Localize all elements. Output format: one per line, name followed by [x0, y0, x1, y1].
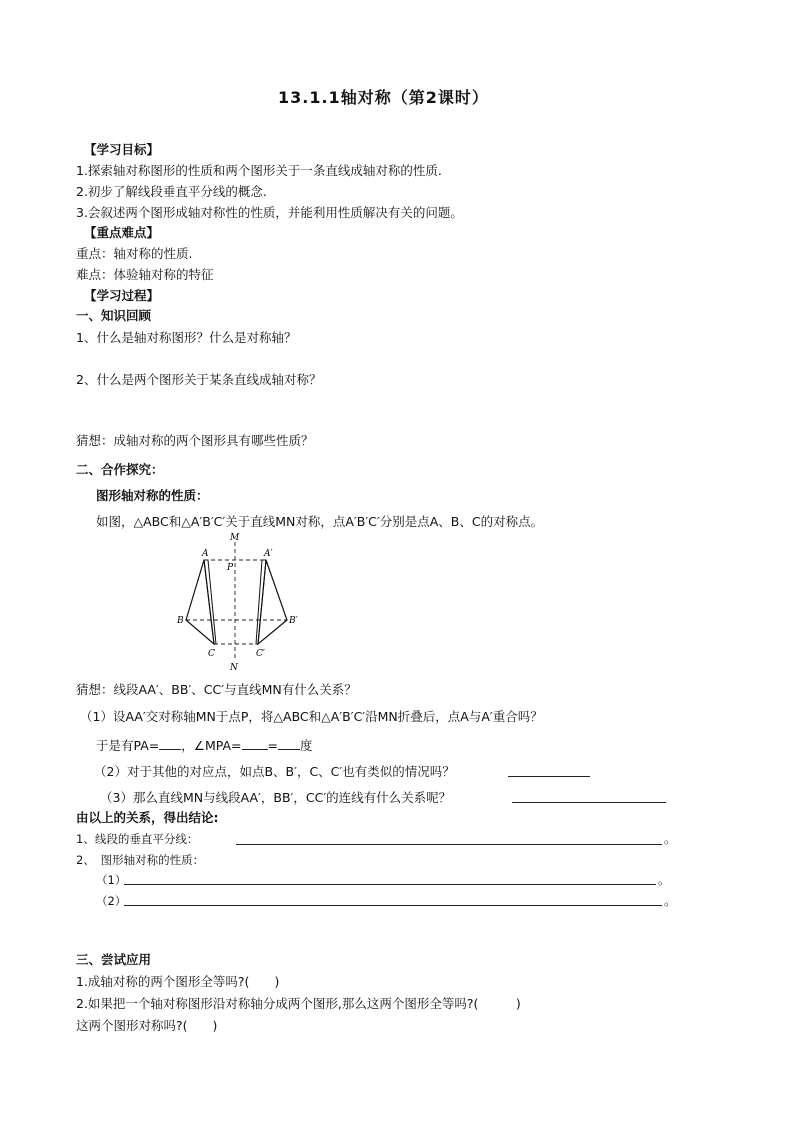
- answer-line-c2-1[interactable]: [124, 884, 656, 885]
- label-n: N: [230, 663, 238, 673]
- conclusion-2-label: 2、 图形轴对称的性质：: [76, 853, 205, 867]
- review-question-2: 2、什么是两个图形关于某条直线成轴对称？: [76, 372, 322, 387]
- label-b: B: [177, 616, 184, 626]
- explore-question-2: （2）对于其他的对应点，如点B、B′，C、C′也有类似的情况吗？: [94, 764, 455, 779]
- conclusion-2-2-label: （2）: [96, 894, 127, 908]
- difficulty-text: 难点：体验轴对称的特征: [76, 267, 214, 282]
- conclusion-2-2-end: 。: [664, 893, 677, 908]
- explore-question-1b: [96, 737, 313, 754]
- process-heading: 【学习过程】: [84, 288, 160, 303]
- label-p: P: [227, 563, 234, 573]
- key-points-heading: 【重点难点】: [84, 225, 160, 240]
- explore-heading: 二、合作探究：: [76, 462, 164, 477]
- angle-answer-blank-2[interactable]: [278, 737, 300, 750]
- guess-2-text: 猜想：线段AA′、BB′、CC′与直线MN有什么关系？: [76, 682, 357, 697]
- apply-heading: 三、尝试应用: [76, 952, 152, 967]
- degree-label: 度: [300, 738, 313, 753]
- label-a: A: [202, 549, 209, 559]
- conclusion-1-end: 。: [664, 831, 677, 846]
- label-c: C: [208, 649, 215, 659]
- explore-question-3: （3）那么直线MN与线段AA′，BB′，CC′的连线有什么关系呢？: [100, 790, 452, 805]
- triangle-a1b1c1-edge: [256, 560, 266, 644]
- goal-item-3: 3.会叙述两个图形成轴对称性的性质，并能利用性质解决有关的问题。: [76, 205, 463, 220]
- label-m: M: [230, 533, 240, 543]
- apply-question-2: 2.如果把一个轴对称图形沿对称轴分成两个图形,那么这两个图形全等吗?( ): [76, 996, 521, 1011]
- explore-intro: 如图，△ABC和△A′B′C′关于直线MN对称，点A′B′C′分别是点A、B、C的对称点。: [96, 514, 544, 529]
- goals-heading: 【学习目标】: [84, 142, 160, 157]
- symmetry-figure: [170, 530, 310, 675]
- pa-equals-label: 于是有PA=: [96, 738, 160, 753]
- triangle-abc-edge: [204, 560, 216, 644]
- review-heading: 一、知识回顾: [76, 308, 152, 323]
- label-a-prime: A′: [264, 549, 273, 559]
- angle-answer-blank-1[interactable]: [242, 737, 268, 750]
- apply-question-1: 1.成轴对称的两个图形全等吗?( ): [76, 974, 280, 989]
- conclusion-heading: 由以上的关系，得出结论:: [76, 810, 219, 825]
- focus-text: 重点：轴对称的性质.: [76, 246, 193, 261]
- conclusion-1-label: 1、线段的垂直平分线：: [76, 832, 199, 846]
- answer-line-q3[interactable]: [512, 802, 666, 803]
- equals-sign: =: [267, 738, 279, 753]
- explore-subheading: 图形轴对称的性质：: [96, 488, 209, 503]
- angle-mpa-label: ，∠MPA=: [181, 738, 242, 753]
- goal-item-1: 1.探索轴对称图形的性质和两个图形关于一条直线成轴对称的性质.: [76, 163, 442, 178]
- apply-question-3: 这两个图形对称吗?( ): [76, 1018, 218, 1033]
- conclusion-2-1-label: （1）: [96, 873, 127, 887]
- conclusion-2-1-end: 。: [658, 872, 671, 887]
- goal-item-2: 2.初步了解线段垂直平分线的概念.: [76, 184, 267, 199]
- page-title: 13.1.1轴对称（第2课时）: [278, 88, 489, 107]
- answer-line-c2-2[interactable]: [124, 905, 662, 906]
- label-c-prime: C′: [256, 649, 265, 659]
- label-b-prime: B′: [289, 616, 298, 626]
- guess-text: 猜想：成轴对称的两个图形具有哪些性质？: [76, 433, 314, 448]
- review-question-1: 1、什么是轴对称图形？什么是对称轴？: [76, 330, 297, 345]
- answer-line-c1[interactable]: [236, 844, 662, 845]
- triangle-abc: [186, 560, 214, 644]
- explore-question-1: （1）设AA′交对称轴MN于点P，将△ABC和△A′B′C′沿MN折叠后，点A与A′重合吗？: [80, 709, 543, 724]
- answer-line-q2[interactable]: [508, 776, 590, 777]
- pa-answer-blank[interactable]: [159, 737, 181, 750]
